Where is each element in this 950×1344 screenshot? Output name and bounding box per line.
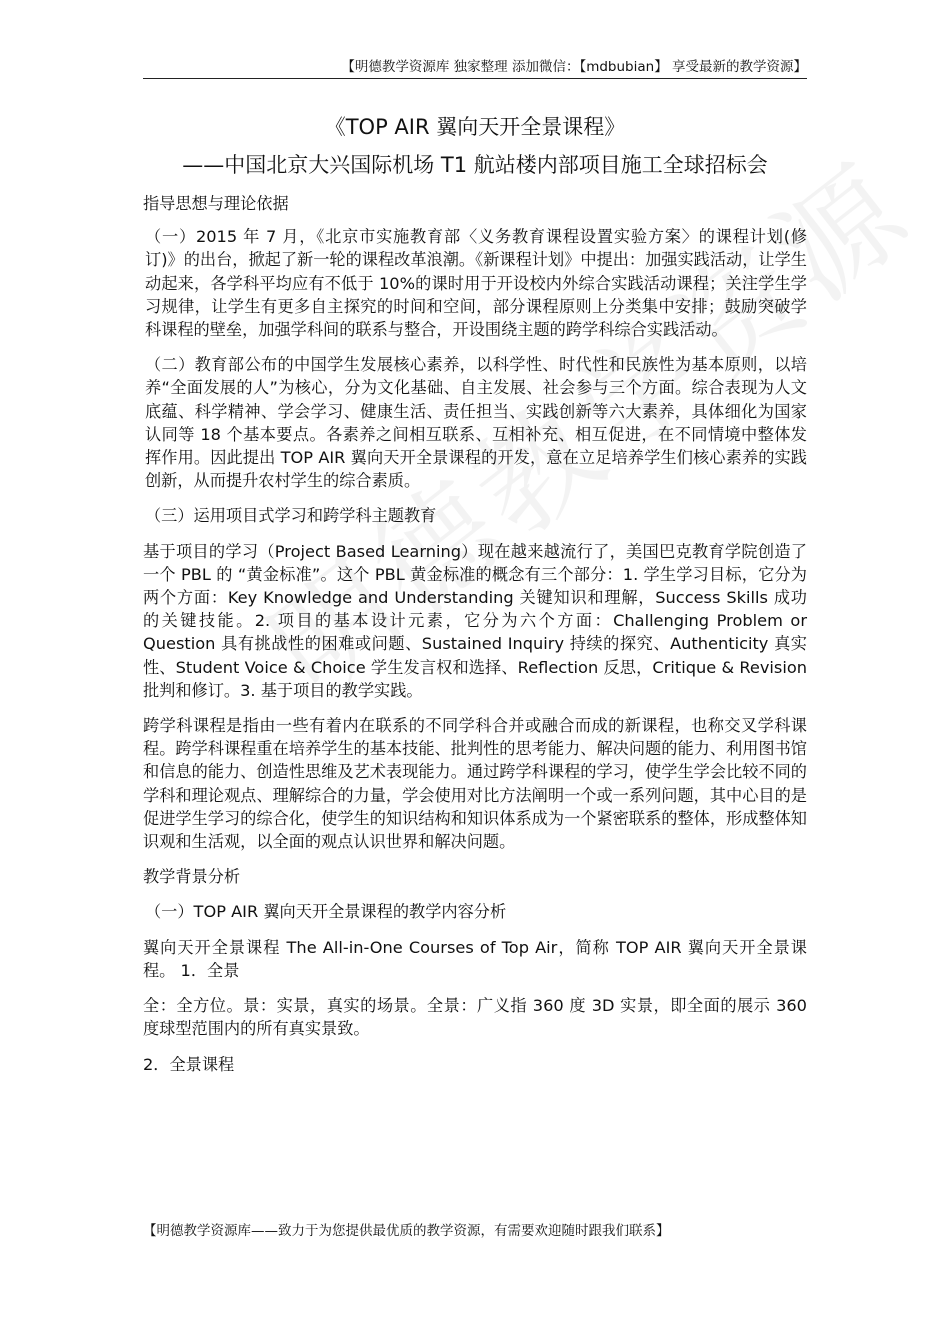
section-heading-background: 教学背景分析 xyxy=(143,867,241,887)
paragraph-course-name: 翼向天开全景课程 The All-in-One Courses of Top Air，简称 TOP AIR 翼向天开全景课程。 1．全景 xyxy=(143,937,807,980)
section-heading-guiding-thought: 指导思想与理论依据 xyxy=(143,194,289,213)
page-header: 【明德教学资源库 独家整理 添加微信：【mdbubian】 享受最新的教学资源】 xyxy=(341,59,807,75)
paragraph-panorama-definition: 全：全方位。景：实景，真实的场景。全景：广义指 360 度 3D 实景，即全面的展示 360 度球型范围内的所有真实景致。 xyxy=(143,996,807,1039)
document-body xyxy=(143,112,807,1088)
subheading-panorama-course: 2．全景课程 xyxy=(143,1054,235,1074)
document-title: 《TOP AIR 翼向天开全景课程》 xyxy=(324,115,626,139)
document-subtitle: ——中国北京大兴国际机场 T1 航站楼内部项目施工全球招标会 xyxy=(182,153,768,177)
paragraph-core-literacy: （二）教育部公布的中国学生发展核心素养，以科学性、时代性和民族性为基本原则，以培养“全面发展的人”为核心，分为文化基础、自主发展、社会参与三个方面。综合表现为人文底蕴、科学精神、学会学习、健康生活、责任担当、实践创新等六大素养，具体细化为国家认同等 18 个基本要点。各素养之间相互联系、互相补充、相互促进，在不同情境中整体发挥作用。因此提出 TOP AIR 翼向天开全景课程的开发，意在立足培养学生们核心素养的实践创新，从而提升农村学生的综合素质。 xyxy=(145,355,807,491)
subheading-content-analysis: （一）TOP AIR 翼向天开全景课程的教学内容分析 xyxy=(145,902,507,922)
paragraph-policy: （一）2015 年 7 月，《北京市实施教育部〈义务教育课程设置实验方案〉的课程计划(修订)》的出台，掀起了新一轮的课程改革浪潮。《新课程计划》中提出：加强实践活动，让学生动起来，各学科平均应有不低于 10%的课时用于开设校内外综合实践活动课程；关注学生学习规律，让学生有更多自主探究的时间和空间，部分课程原则上分类集中安排；鼓励突破学科课程的壁垒，加强学科间的联系与整合，开设围绕主题的跨学科综合实践活动。 xyxy=(145,227,807,340)
page-footer: 【明德教学资源库——致力于为您提供最优质的教学资源，有需要欢迎随时跟我们联系】 xyxy=(143,1223,670,1239)
header-divider xyxy=(143,78,807,79)
subheading-pbl: （三）运用项目式学习和跨学科主题教育 xyxy=(145,506,437,526)
paragraph-pbl: 基于项目的学习（Project Based Learning）现在越来越流行了，美国巴克教育学院创造了一个 PBL 的 “黄金标准”。这个 PBL 黄金标准的概念有三个部分：1. 学生学习目标，它分为两个方面：Key Knowledge and Understanding 关键知识和理解，Success Skills 成功的关键技能。2. 项目的基本设计元素，它分为六个方面：Challenging Problem or Question 具有挑战性的困难或问题、Sustained Inquiry 持续的探究、Authenticity 真实性、Student Voice & Choice 学生发言权和选择、Reflection 反思，Critique & Revision 批判和修订。3. 基于项目的教学实践。 xyxy=(143,541,807,700)
paragraph-interdisciplinary: 跨学科课程是指由一些有着内在联系的不同学科合并或融合而成的新课程，也称交叉学科课程。跨学科课程重在培养学生的基本技能、批判性的思考能力、解决问题的能力、利用图书馆和信息的能力、创造性思维及艺术表现能力。通过跨学科课程的学习，使学生学会比较不同的学科和理论观点、理解综合的力量，学会使用对比方法阐明一个或一系列问题，其中心目的是促进学生学习的综合化，使学生的知识结构和知识体系成为一个紧密联系的整体，形成整体知识观和生活观，以全面的观点认识世界和解决问题。 xyxy=(143,716,807,852)
